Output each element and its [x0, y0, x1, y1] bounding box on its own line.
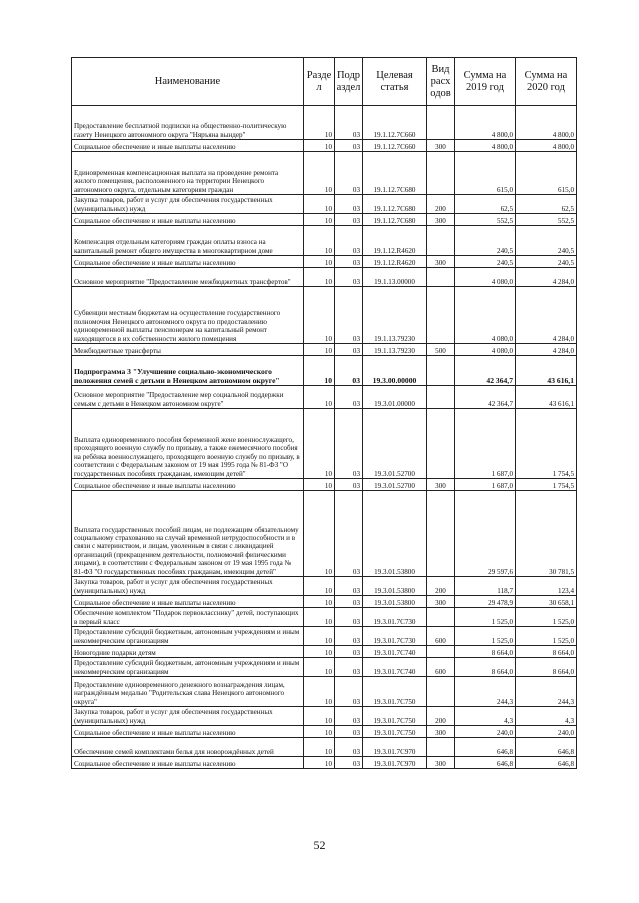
cell-target: 19.3.01.00000	[363, 386, 427, 409]
cell-vid	[427, 646, 455, 658]
cell-name: Выплата государственных пособий лицам, не подлежащим обязательному социальному страхованию на случай временной нетрудоспособности и в связи с материнством, и лицам, уволенным в связи с ликвидацией организаций (прекращением деятельности, полномочий физическими лицами), в соответствии с Федеральным законом от 19 мая 1995 года № 81-ФЗ "О государственных пособиях гражданам, имеющим детей"	[72, 491, 304, 577]
cell-razdel: 10	[304, 479, 335, 491]
cell-sum-2020: 4 800,0	[516, 106, 577, 140]
cell-vid: 300	[427, 214, 455, 226]
cell-razdel: 10	[304, 195, 335, 214]
cell-sum-2019: 1 525,0	[455, 627, 516, 646]
cell-target: 19.1.12.7C680	[363, 152, 427, 195]
cell-target: 19.3.01.53800	[363, 577, 427, 596]
cell-name: Социальное обеспечение и иные выплаты населению	[72, 140, 304, 152]
cell-sum-2019: 646,8	[455, 757, 516, 769]
cell-sum-2020: 43 616,1	[516, 386, 577, 409]
table-row	[72, 409, 577, 479]
cell-sum-2020: 8 664,0	[516, 658, 577, 677]
table-row	[72, 214, 577, 226]
cell-sum-2020: 1 525,0	[516, 608, 577, 627]
header-target: Целевая статья	[363, 58, 427, 106]
cell-sum-2019: 552,5	[455, 214, 516, 226]
header-vid: Вид расх одов	[427, 58, 455, 106]
cell-podrazdel: 03	[335, 646, 363, 658]
cell-razdel: 10	[304, 409, 335, 479]
cell-target: 19.1.12.7C660	[363, 106, 427, 140]
table-row	[72, 738, 577, 757]
cell-sum-2019: 8 664,0	[455, 646, 516, 658]
table-row	[72, 627, 577, 646]
cell-podrazdel: 03	[335, 658, 363, 677]
cell-name: Закупка товаров, работ и услуг для обеспечения государственных (муниципальных) нужд	[72, 707, 304, 726]
table-row	[72, 106, 577, 140]
cell-sum-2019: 4 080,0	[455, 268, 516, 287]
cell-target: 19.3.01.7C750	[363, 726, 427, 738]
cell-sum-2019: 42 364,7	[455, 386, 516, 409]
cell-podrazdel: 03	[335, 214, 363, 226]
cell-vid: 300	[427, 256, 455, 268]
cell-podrazdel: 03	[335, 195, 363, 214]
cell-podrazdel: 03	[335, 344, 363, 356]
cell-razdel: 10	[304, 646, 335, 658]
cell-name: Основное мероприятие "Предоставление мер социальной поддержки семьям с детьми в Ненецком автономном округе"	[72, 386, 304, 409]
cell-name: Закупка товаров, работ и услуг для обеспечения государственных (муниципальных) нужд	[72, 195, 304, 214]
cell-sum-2020: 1 754,5	[516, 479, 577, 491]
cell-sum-2019: 646,8	[455, 738, 516, 757]
cell-target: 19.1.13.79230	[363, 287, 427, 344]
cell-name: Компенсация отдельным категориям граждан оплаты взноса на капитальный ремонт общего имущества в многоквартирном доме	[72, 226, 304, 256]
cell-name: Подпрограмма 3 "Улучшение социально-экономического положения семей с детьми в Ненецком автономном округе"	[72, 356, 304, 386]
cell-name: Социальное обеспечение и иные выплаты населению	[72, 596, 304, 608]
cell-razdel: 10	[304, 344, 335, 356]
table-row	[72, 287, 577, 344]
cell-vid: 500	[427, 344, 455, 356]
table-row	[72, 608, 577, 627]
header-sum-2019: Сумма на 2019 год	[455, 58, 516, 106]
cell-razdel: 10	[304, 256, 335, 268]
cell-razdel: 10	[304, 356, 335, 386]
cell-name: Межбюджетные трансферты	[72, 344, 304, 356]
cell-sum-2019: 244,3	[455, 677, 516, 707]
cell-sum-2020: 4 284,0	[516, 344, 577, 356]
cell-sum-2019: 1 687,0	[455, 479, 516, 491]
cell-name: Предоставление субсидий бюджетным, автономным учреждениям и иным некоммерческим организациям	[72, 627, 304, 646]
cell-podrazdel: 03	[335, 226, 363, 256]
cell-podrazdel: 03	[335, 757, 363, 769]
cell-vid: 300	[427, 140, 455, 152]
header-razdel: Разде л	[304, 58, 335, 106]
cell-sum-2020: 4 800,0	[516, 140, 577, 152]
table-body	[72, 106, 577, 769]
cell-sum-2020: 43 616,1	[516, 356, 577, 386]
cell-podrazdel: 03	[335, 106, 363, 140]
cell-vid: 300	[427, 479, 455, 491]
cell-razdel: 10	[304, 268, 335, 287]
cell-name: Социальное обеспечение и иные выплаты населению	[72, 479, 304, 491]
cell-sum-2019: 240,5	[455, 256, 516, 268]
cell-sum-2019: 8 664,0	[455, 658, 516, 677]
table-row	[72, 677, 577, 707]
cell-sum-2019: 1 525,0	[455, 608, 516, 627]
cell-vid	[427, 287, 455, 344]
cell-name: Предоставление субсидий бюджетным, автономным учреждениям и иным некоммерческим организациям	[72, 658, 304, 677]
cell-sum-2020: 646,8	[516, 757, 577, 769]
cell-sum-2020: 30 658,1	[516, 596, 577, 608]
cell-razdel: 10	[304, 596, 335, 608]
table-row	[72, 226, 577, 256]
cell-name: Выплата единовременного пособия беременной жене военнослужащего, проходящего военную службу по призыву, а также ежемесячного пособия на ребёнка военнослужащего, проходящего военную службу по призыву, в соответствии с Федеральным законом от 19 мая 1995 года № 81-ФЗ "О государственных пособиях гражданам, имеющим детей"	[72, 409, 304, 479]
table-header-row	[72, 58, 577, 106]
cell-vid: 200	[427, 707, 455, 726]
cell-podrazdel: 03	[335, 491, 363, 577]
cell-sum-2020: 4,3	[516, 707, 577, 726]
cell-target: 19.3.01.7C740	[363, 646, 427, 658]
cell-sum-2020: 1 525,0	[516, 627, 577, 646]
cell-vid: 600	[427, 627, 455, 646]
cell-target: 19.1.12.R4620	[363, 256, 427, 268]
cell-sum-2020: 240,5	[516, 256, 577, 268]
table-row	[72, 491, 577, 577]
header-name: Наименование	[72, 58, 304, 106]
cell-target: 19.3.01.7C750	[363, 677, 427, 707]
cell-name: Закупка товаров, работ и услуг для обеспечения государственных (муниципальных) нужд	[72, 577, 304, 596]
cell-sum-2019: 1 687,0	[455, 409, 516, 479]
cell-name: Социальное обеспечение и иные выплаты населению	[72, 214, 304, 226]
cell-podrazdel: 03	[335, 409, 363, 479]
cell-podrazdel: 03	[335, 677, 363, 707]
cell-podrazdel: 03	[335, 738, 363, 757]
cell-sum-2019: 118,7	[455, 577, 516, 596]
cell-sum-2020: 244,3	[516, 677, 577, 707]
cell-vid: 300	[427, 726, 455, 738]
cell-podrazdel: 03	[335, 152, 363, 195]
cell-name: Единовременная компенсационная выплата на проведение ремонта жилого помещения, расположенного на территории Ненецкого автономного округа, отдельным категориям граждан	[72, 152, 304, 195]
cell-vid: 300	[427, 596, 455, 608]
table-row	[72, 256, 577, 268]
cell-sum-2020: 646,8	[516, 738, 577, 757]
table-row	[72, 356, 577, 386]
cell-vid	[427, 268, 455, 287]
cell-razdel: 10	[304, 226, 335, 256]
cell-target: 19.3.01.7C970	[363, 757, 427, 769]
cell-sum-2020: 4 284,0	[516, 268, 577, 287]
table-row	[72, 596, 577, 608]
cell-sum-2020: 8 664,0	[516, 646, 577, 658]
cell-vid: 200	[427, 577, 455, 596]
cell-target: 19.1.12.R4620	[363, 226, 427, 256]
cell-target: 19.3.01.52700	[363, 479, 427, 491]
cell-podrazdel: 03	[335, 386, 363, 409]
cell-vid: 200	[427, 195, 455, 214]
cell-razdel: 10	[304, 707, 335, 726]
cell-sum-2020: 552,5	[516, 214, 577, 226]
cell-target: 19.3.01.7C740	[363, 658, 427, 677]
cell-vid: 300	[427, 757, 455, 769]
header-podrazdel: Подр аздел	[335, 58, 363, 106]
table-row	[72, 152, 577, 195]
cell-sum-2019: 615,0	[455, 152, 516, 195]
cell-razdel: 10	[304, 677, 335, 707]
cell-podrazdel: 03	[335, 596, 363, 608]
cell-razdel: 10	[304, 627, 335, 646]
cell-sum-2019: 240,5	[455, 226, 516, 256]
cell-razdel: 10	[304, 386, 335, 409]
table-row	[72, 195, 577, 214]
cell-razdel: 10	[304, 106, 335, 140]
cell-vid	[427, 491, 455, 577]
cell-podrazdel: 03	[335, 627, 363, 646]
cell-sum-2020: 240,5	[516, 226, 577, 256]
cell-razdel: 10	[304, 577, 335, 596]
cell-sum-2019: 4 800,0	[455, 140, 516, 152]
cell-podrazdel: 03	[335, 479, 363, 491]
cell-target: 19.3.01.7C730	[363, 608, 427, 627]
cell-target: 19.3.01.7C750	[363, 707, 427, 726]
cell-sum-2020: 62,5	[516, 195, 577, 214]
table-row	[72, 479, 577, 491]
table-row	[72, 268, 577, 287]
cell-sum-2020: 30 781,5	[516, 491, 577, 577]
cell-podrazdel: 03	[335, 726, 363, 738]
cell-podrazdel: 03	[335, 707, 363, 726]
cell-target: 19.3.01.53800	[363, 596, 427, 608]
cell-sum-2020: 4 284,0	[516, 287, 577, 344]
cell-vid	[427, 608, 455, 627]
table-row	[72, 658, 577, 677]
cell-vid	[427, 106, 455, 140]
cell-vid	[427, 738, 455, 757]
cell-sum-2019: 62,5	[455, 195, 516, 214]
cell-razdel: 10	[304, 608, 335, 627]
cell-name: Социальное обеспечение и иные выплаты населению	[72, 726, 304, 738]
table-row	[72, 726, 577, 738]
cell-sum-2019: 4 800,0	[455, 106, 516, 140]
table-row	[72, 757, 577, 769]
budget-table	[71, 57, 577, 769]
cell-razdel: 10	[304, 214, 335, 226]
cell-razdel: 10	[304, 738, 335, 757]
table-row	[72, 577, 577, 596]
cell-name: Социальное обеспечение и иные выплаты населению	[72, 757, 304, 769]
table-row	[72, 386, 577, 409]
cell-sum-2019: 29 597,6	[455, 491, 516, 577]
cell-name: Обеспечение семей комплектами белья для новорождённых детей	[72, 738, 304, 757]
cell-target: 19.3.00.00000	[363, 356, 427, 386]
cell-target: 19.1.12.7C680	[363, 195, 427, 214]
cell-sum-2019: 240,0	[455, 726, 516, 738]
cell-vid	[427, 226, 455, 256]
cell-sum-2019: 4 080,0	[455, 344, 516, 356]
header-sum-2020: Сумма на 2020 год	[516, 58, 577, 106]
cell-name: Предоставление единовременного денежного вознаграждения лицам, награждённым медалью "Родительская слава Ненецкого автономного округа"	[72, 677, 304, 707]
cell-podrazdel: 03	[335, 608, 363, 627]
cell-vid	[427, 677, 455, 707]
cell-sum-2019: 4,3	[455, 707, 516, 726]
cell-podrazdel: 03	[335, 256, 363, 268]
table-row	[72, 140, 577, 152]
cell-target: 19.1.13.00000	[363, 268, 427, 287]
cell-target: 19.1.12.7C680	[363, 214, 427, 226]
cell-vid	[427, 409, 455, 479]
cell-razdel: 10	[304, 152, 335, 195]
cell-name: Обеспечение комплектом "Подарок первокласснику" детей, поступающих в первый класс	[72, 608, 304, 627]
cell-name: Новогодние подарки детям	[72, 646, 304, 658]
table-row	[72, 707, 577, 726]
page-number: 52	[313, 838, 326, 852]
cell-podrazdel: 03	[335, 287, 363, 344]
cell-vid	[427, 386, 455, 409]
cell-sum-2020: 615,0	[516, 152, 577, 195]
cell-name: Социальное обеспечение и иные выплаты населению	[72, 256, 304, 268]
cell-target: 19.3.01.7C970	[363, 738, 427, 757]
cell-target: 19.3.01.53800	[363, 491, 427, 577]
cell-name: Предоставление бесплатной подписки на общественно-политическую газету Ненецкого автономного округа "Няръяна вындер"	[72, 106, 304, 140]
cell-vid	[427, 356, 455, 386]
table-row	[72, 344, 577, 356]
cell-target: 19.1.12.7C660	[363, 140, 427, 152]
cell-target: 19.1.13.79230	[363, 344, 427, 356]
cell-vid	[427, 152, 455, 195]
cell-razdel: 10	[304, 726, 335, 738]
table-row	[72, 646, 577, 658]
cell-podrazdel: 03	[335, 577, 363, 596]
cell-sum-2020: 123,4	[516, 577, 577, 596]
cell-podrazdel: 03	[335, 268, 363, 287]
cell-razdel: 10	[304, 287, 335, 344]
cell-razdel: 10	[304, 658, 335, 677]
cell-name: Субвенции местным бюджетам на осуществление государственного полномочия Ненецкого автономного округа по предоставлению единовременной выплаты пенсионерам на капитальный ремонт находящегося в их собственности жилого помещения	[72, 287, 304, 344]
cell-target: 19.3.01.7C730	[363, 627, 427, 646]
cell-podrazdel: 03	[335, 356, 363, 386]
cell-sum-2020: 1 754,5	[516, 409, 577, 479]
cell-sum-2019: 42 364,7	[455, 356, 516, 386]
cell-sum-2019: 29 478,9	[455, 596, 516, 608]
cell-razdel: 10	[304, 757, 335, 769]
cell-razdel: 10	[304, 140, 335, 152]
cell-podrazdel: 03	[335, 140, 363, 152]
cell-sum-2019: 4 080,0	[455, 287, 516, 344]
cell-sum-2020: 240,0	[516, 726, 577, 738]
cell-vid: 600	[427, 658, 455, 677]
cell-target: 19.3.01.52700	[363, 409, 427, 479]
cell-name: Основное мероприятие "Предоставление межбюджетных трансфертов"	[72, 268, 304, 287]
cell-razdel: 10	[304, 491, 335, 577]
